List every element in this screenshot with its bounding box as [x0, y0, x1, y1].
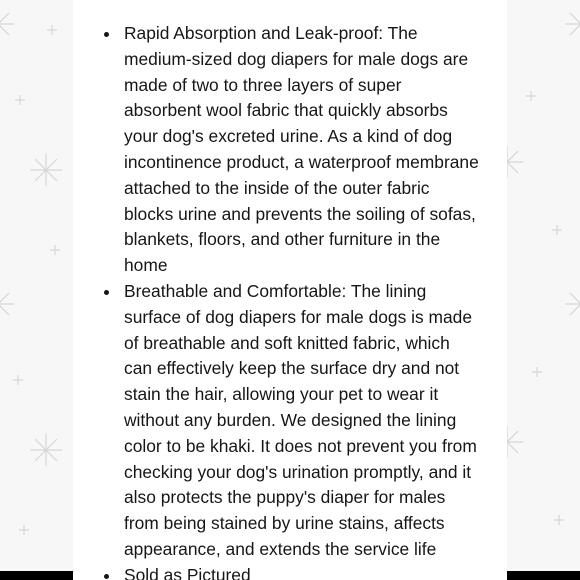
bullet-line: attached to the inside of the outer fabric: [124, 177, 430, 198]
bullet-line: blocks urine and prevents the soiling of sofas,: [124, 203, 476, 224]
product-description-panel: [73, 0, 507, 580]
right-margin-pattern: [507, 0, 580, 580]
bullet-line: without any burden. We designed the lining: [124, 409, 457, 430]
bullet-line: absorbent wool fabric that quickly absorbs: [124, 100, 448, 121]
bullet-dot-icon: [104, 574, 109, 579]
bottom-edge-bar-right: [507, 571, 580, 580]
bullet-line: blankets, floors, and other furniture in the: [124, 229, 441, 250]
starburst-icon: [507, 8, 580, 525]
starburst-icon: [0, 8, 62, 535]
starburst-pattern-left: [0, 0, 73, 580]
bullet-dot-icon: [104, 290, 109, 295]
bullet-rapid-absorption: [124, 21, 504, 279]
bullet-line: checking your dog's urination promptly, and it: [124, 461, 472, 482]
bullet-line: Rapid Absorption and Leak-proof: The: [124, 23, 418, 43]
bullet-line: color to be khaki. It does not prevent you from: [124, 435, 477, 456]
bullet-line: Breathable and Comfortable: The lining: [124, 280, 427, 301]
feature-bullet-list: [124, 21, 504, 580]
bullet-line: Sold as Pictured: [124, 564, 251, 580]
bullet-line: your dog's excreted urine. As a kind of dog: [124, 126, 453, 147]
bullet-line: appearance, and extends the service life: [124, 538, 437, 559]
bullet-line: can effectively keep the surface dry and not: [124, 358, 460, 379]
left-margin-pattern: [0, 0, 73, 580]
bullet-line: medium-sized dog diapers for male dogs are: [124, 48, 469, 69]
bullet-dot-icon: [104, 32, 109, 37]
bullet-line: also protects the puppy's diaper for males: [124, 487, 446, 508]
bullet-sold-as-pictured: [124, 563, 504, 580]
bullet-line: stain the hair, allowing your pet to wear it: [124, 384, 439, 405]
bullet-line: incontinence product, a waterproof membrane: [124, 151, 479, 172]
bullet-line: from being stained by urine stains, affects: [124, 513, 445, 534]
starburst-pattern-right: [507, 0, 580, 580]
bullet-line: surface of dog diapers for male dogs is made: [124, 306, 472, 327]
bullet-line: of breathable and soft knitted fabric, which: [124, 332, 450, 353]
bullet-line: made of two to three layers of super: [124, 74, 402, 95]
bullet-line: home: [124, 255, 168, 276]
bullet-breathable-comfortable: [124, 279, 504, 563]
